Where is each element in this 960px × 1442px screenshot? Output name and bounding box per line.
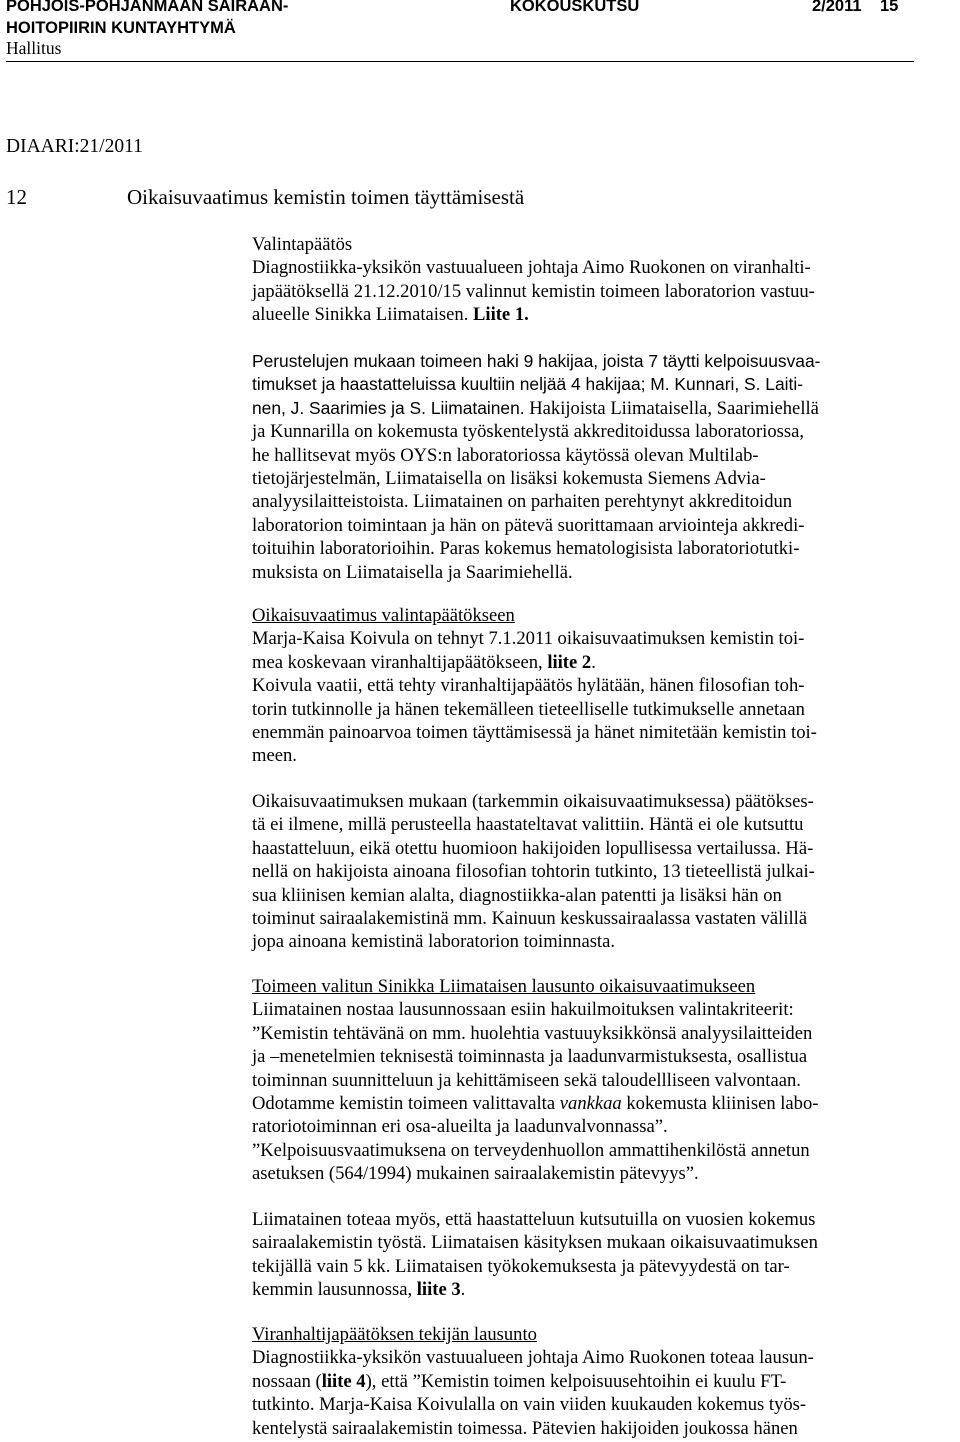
item-title: Oikaisuvaatimus kemistin toimen täyttämisestä: [127, 185, 525, 209]
paragraph-line: Koivula vaatii, että tehty viranhaltijapäätös hylätään, hänen filosofian toh-: [252, 675, 805, 697]
paragraph-text: .: [591, 651, 596, 673]
section-claims: [252, 790, 815, 954]
paragraph-line: meen.: [252, 745, 297, 767]
item-number: 12: [6, 185, 27, 209]
paragraph-text: nossaan (: [252, 1370, 322, 1392]
section-toteaa: [252, 1208, 818, 1302]
section-heading: Oikaisuvaatimus valintapäätökseen: [252, 605, 515, 626]
section-lausunto: [252, 975, 818, 1186]
paragraph-line: tä ei ilmene, millä perusteella haastateltavat valittiin. Häntä ei ole kutsuttu: [252, 814, 804, 836]
organization-name-line1: POHJOIS-POHJANMAAN SAIRAAN-: [6, 0, 289, 15]
paragraph-line: tietojärjestelmän, Liimataisella on lisäksi kokemusta Siemens Advia-: [252, 467, 766, 489]
paragraph-line: asetuksen (564/1994) mukainen sairaalakemistin pätevyys”.: [252, 1163, 699, 1185]
paragraph-line: [252, 397, 820, 420]
paragraph-line: ja Kunnarilla on kokemusta työskentelystä akkreditoidussa laboratoriossa,: [252, 421, 805, 443]
paragraph-line: [252, 651, 817, 674]
paragraph-line: he hallitsevat myös OYS:n laboratoriossa käytössä olevan Multilab-: [252, 444, 759, 466]
attachment-ref: liite 4: [321, 1370, 366, 1392]
diary-number: DIAARI:21/2011: [6, 136, 143, 157]
paragraph-text: alueelle Sinikka Liimataisen.: [252, 304, 473, 326]
board-label: Hallitus: [6, 38, 62, 58]
paragraph-text: Hakijoista Liimataisella, Saarimiehellä: [524, 397, 819, 419]
organization-name-line2: HOITOPIIRIN KUNTAYHTYMÄ: [6, 19, 236, 37]
paragraph-line: japäätöksellä 21.12.2010/15 valinnut kemistin toimeen laboratorion vastuu-: [252, 280, 815, 302]
header-divider: [6, 61, 914, 62]
paragraph-line: toituihin laboratorioihin. Paras kokemus hematologisista laboratoriotutki-: [252, 538, 800, 560]
paragraph-line: nellä on hakijoista ainoana filosofian tohtorin tutkinto, 13 tieteellistä julkai-: [252, 861, 815, 883]
paragraph-line: toiminnan suunnitteluun ja kehittämiseen sekä taloudellliseen valvontaan.: [252, 1069, 801, 1091]
paragraph-text: kokemusta kliinisen labo-: [621, 1092, 819, 1114]
issue-number: 2/2011: [812, 0, 862, 15]
section-valintapaatos: [252, 233, 815, 327]
paragraph-line: [252, 1092, 818, 1115]
section-heading: Viranhaltijapäätöksen tekijän lausunto: [252, 1324, 537, 1345]
paragraph-line: kentelystä sairaalakemistin toimessa. Pätevien hakijoiden joukossa hänen: [252, 1417, 798, 1439]
paragraph-line: jopa ainoana kemistinä laboratorion toiminnasta.: [252, 931, 615, 953]
attachment-ref: liite 3: [416, 1279, 461, 1301]
paragraph-text: Odotamme kemistin toimeen valittavalta: [252, 1092, 560, 1114]
paragraph-line: torin tutkinnolle ja hänen tekemälleen tieteelliselle tutkimukselle annetaan: [252, 698, 805, 720]
paragraph-line: timukset ja haastatteluissa kuultiin neljää 4 hakijaa; M. Kunnari, S. Laiti-: [252, 374, 803, 395]
paragraph-line: [252, 1370, 814, 1393]
section-heading: Toimeen valitun Sinikka Liimataisen lausunto oikaisuvaatimukseen: [252, 976, 756, 997]
section-viranhaltija: [252, 1323, 814, 1440]
paragraph-text: ), että ”Kemistin toimen kelpoisuusehtoihin ei kuulu FT-: [365, 1370, 787, 1392]
paragraph-line: Liimatainen nostaa lausunnossaan esiin hakuilmoituksen valintakriteerit:: [252, 999, 794, 1021]
page-number: 15: [880, 0, 899, 15]
paragraph-text: kemmin lausunnossa,: [252, 1279, 417, 1301]
paragraph-line: analyysilaitteistoista. Liimatainen on parhaiten perehtynyt akkreditoidun: [252, 491, 793, 513]
section-perustelut: [252, 350, 820, 584]
paragraph-line: ratoriotoiminnan eri osa-alueilta ja laadunvalvonnassa”.: [252, 1116, 668, 1138]
paragraph-line: sua kliinisen kemian alalta, diagnostiikka-alan patentti ja lisäksi hän on: [252, 884, 782, 906]
paragraph-line: haastatteluun, eikä otettu huomioon hakijoiden lopullisessa vertailussa. Hä-: [252, 837, 814, 859]
paragraph-text: nen, J. Saarimies ja S. Liimatainen.: [252, 397, 525, 418]
emphasized-word: vankkaa: [559, 1092, 622, 1114]
paragraph-line: tutkinto. Marja-Kaisa Koivulalla on vain viiden kuukauden kokemus työs-: [252, 1394, 807, 1416]
document-type: KOKOUSKUTSU: [510, 0, 640, 15]
paragraph-line: Marja-Kaisa Koivula on tehnyt 7.1.2011 oikaisuvaatimuksen kemistin toi-: [252, 628, 805, 650]
attachment-ref: liite 2: [547, 651, 592, 673]
section-oikaisuvaatimus: [252, 604, 817, 768]
paragraph-line: toiminut sairaalakemistinä mm. Kainuun keskussairaalassa vastaten välillä: [252, 907, 808, 929]
paragraph-line: Liimatainen toteaa myös, että haastatteluun kutsutuilla on vuosien kokemus: [252, 1209, 816, 1230]
attachment-ref: Liite 1.: [473, 304, 529, 326]
paragraph-line: enemmän painoarvoa toimen täyttämisessä ja hänet nimitetään kemistin toi-: [252, 721, 817, 743]
paragraph-line: sairaalakemistin työstä. Liimataisen käsityksen mukaan oikaisuvaatimuksen: [252, 1232, 818, 1254]
organization-name: [6, 0, 288, 39]
paragraph-line: Diagnostiikka-yksikön vastuualueen johtaja Aimo Ruokonen toteaa lausun-: [252, 1347, 814, 1369]
paragraph-line: Oikaisuvaatimuksen mukaan (tarkemmin oikaisuvaatimuksessa) päätökses-: [252, 791, 814, 812]
paragraph-text: .: [460, 1279, 466, 1301]
paragraph-line: Perustelujen mukaan toimeen haki 9 hakijaa, joista 7 täytti kelpoisuusvaa-: [252, 351, 821, 371]
paragraph-line: Diagnostiikka-yksikön vastuualueen johtaja Aimo Ruokonen on viranhalti-: [252, 257, 811, 279]
paragraph-text: mea koskevaan viranhaltijapäätökseen,: [252, 651, 548, 673]
section-heading: Valintapäätös: [252, 234, 353, 255]
paragraph-line: ”Kelpoisuusvaatimuksena on terveydenhuollon ammattihenkilöstä annetun: [252, 1139, 810, 1161]
paragraph-line: [252, 303, 815, 326]
paragraph-line: ”Kemistin tehtävänä on mm. huolehtia vastuuyksikkönsä analyysilaitteiden: [252, 1022, 813, 1044]
paragraph-line: ja –menetelmien teknisestä toiminnasta ja laadunvarmistuksesta, osallistua: [252, 1046, 808, 1068]
paragraph-line: tekijällä vain 5 kk. Liimataisen työkokemuksesta ja pätevyydestä on tar-: [252, 1255, 790, 1277]
paragraph-line: muksista on Liimataisella ja Saarimiehellä.: [252, 561, 573, 583]
paragraph-line: laboratorion toimintaan ja hän on pätevä suorittamaan arviointeja akkredi-: [252, 514, 805, 536]
paragraph-line: [252, 1278, 818, 1301]
